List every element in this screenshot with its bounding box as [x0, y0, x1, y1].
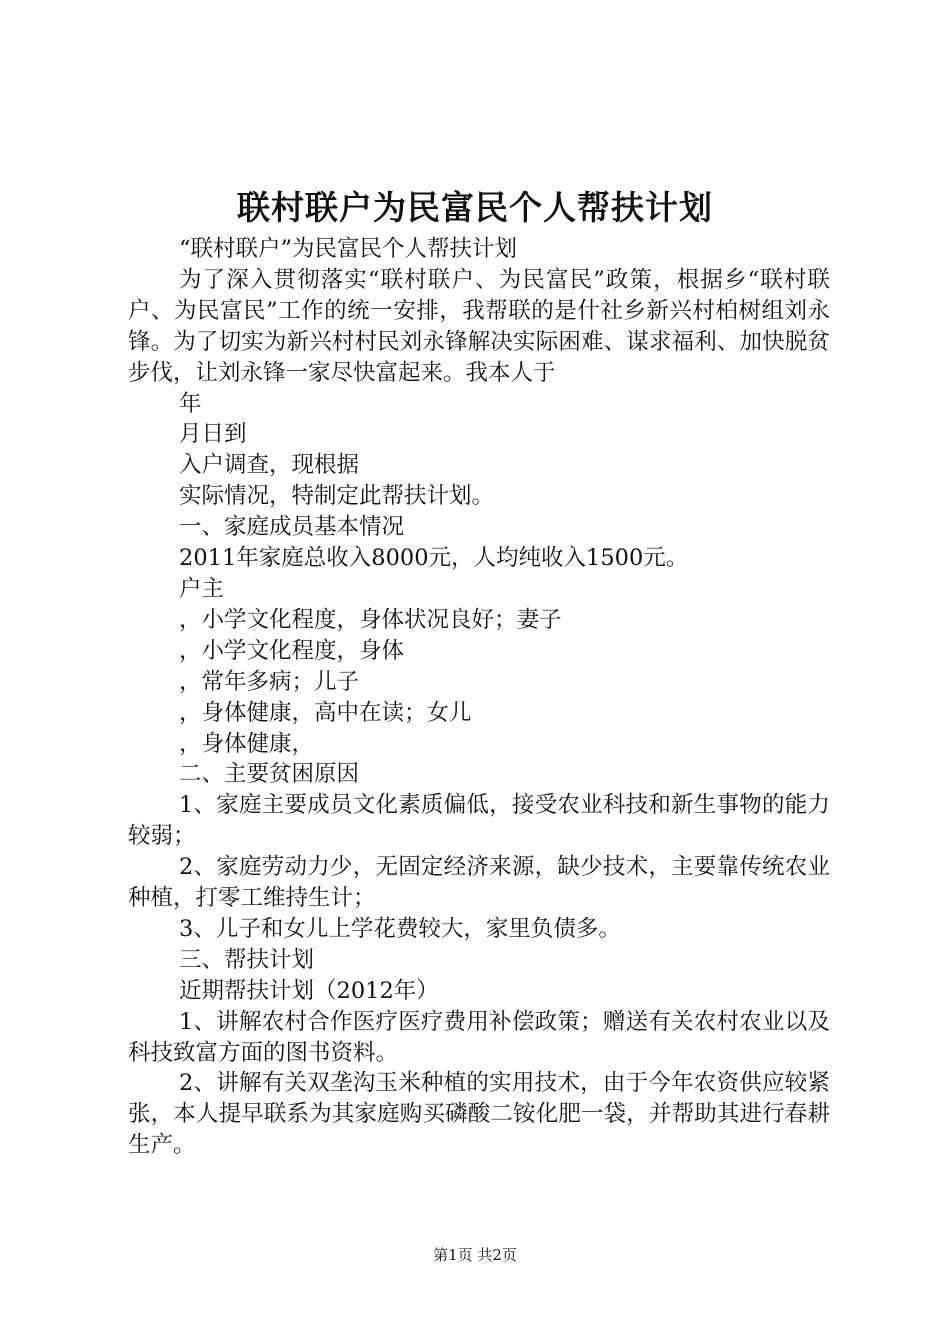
list-item-plan-2: 2、讲解有关双垄沟玉米种植的实用技术，由于今年农资供应较紧张，本人提早联系为其家庭购买磷酸二铵化肥一袋，并帮助其进行春耕生产。: [128, 1070, 830, 1159]
paragraph-intro: 为了深入贯彻落实“联村联户、为民富民”政策，根据乡“联村联户、为民富民”工作的统一安排，我帮联的是什社乡新兴村柏树组刘永锋。为了切实为新兴村村民刘永锋解决实际困难、谋求福利、加快脱贫步伐，让刘永锋一家尽快富起来。我本人于: [128, 266, 830, 386]
paragraph-income: 2011年家庭总收入8000元，人均纯收入1500元。: [179, 545, 689, 572]
list-item-cause-2: 2、家庭劳动力少，无固定经济来源，缺少技术，主要靠传统农业种植，打零工维持生计；: [128, 854, 830, 912]
section-heading-causes: 二、主要贫困原因: [179, 761, 360, 788]
subheading-near-term: 近期帮扶计划（2012年）: [179, 977, 439, 1004]
paragraph-member-1: ，小学文化程度，身体状况良好；妻子: [179, 606, 562, 633]
list-item-cause-1: 1、家庭主要成员文化素质偏低，接受农业科技和新生事物的能力较弱；: [128, 792, 830, 850]
section-heading-plan: 三、帮扶计划: [179, 946, 315, 973]
list-item-plan-1: 1、讲解农村合作医疗医疗费用补偿政策；赠送有关农村农业以及科技致富方面的图书资料。: [128, 1008, 830, 1066]
paragraph-subtitle: “联村联户”为民富民个人帮扶计划: [179, 236, 518, 262]
document-title: 联村联户为民富民个人帮扶计划: [237, 188, 713, 227]
document-body: [128, 234, 830, 1161]
paragraph-plan-made: 实际情况，特制定此帮扶计划。: [179, 483, 495, 510]
paragraph-householder: 户主: [179, 575, 225, 602]
paragraph-member-3: ，常年多病；儿子: [179, 668, 360, 695]
section-heading-family: 一、家庭成员基本情况: [179, 514, 405, 541]
paragraph-member-4: ，身体健康，高中在读；女儿: [179, 699, 472, 726]
paragraph-member-2: ，小学文化程度，身体: [179, 637, 405, 664]
paragraph-member-5: ，身体健康，: [179, 730, 315, 757]
paragraph-year: 年: [179, 390, 202, 417]
paragraph-date: 月日到: [179, 421, 247, 448]
list-item-cause-3: 3、儿子和女儿上学花费较大，家里负债多。: [179, 915, 621, 942]
page-footer: 第1页 共2页: [433, 1246, 517, 1264]
paragraph-visit: 入户调查，现根据: [179, 452, 360, 479]
